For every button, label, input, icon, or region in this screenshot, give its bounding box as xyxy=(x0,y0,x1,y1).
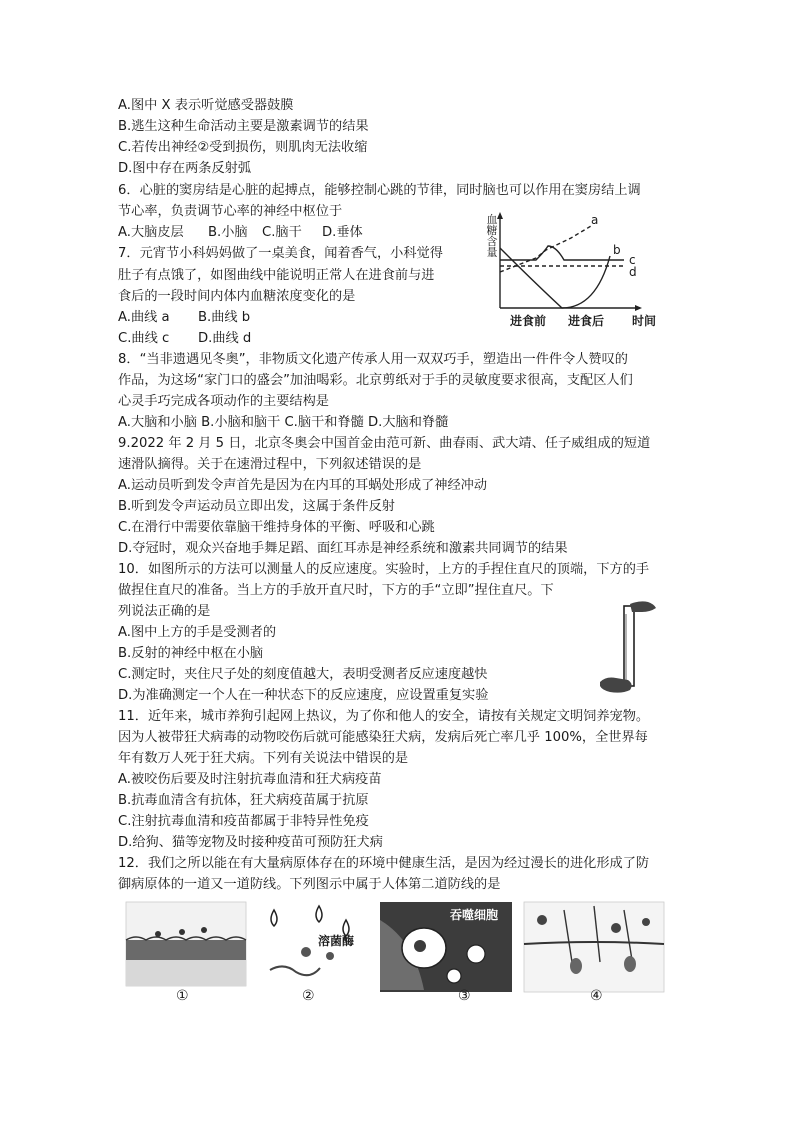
q8-stem-2: 作品，为这场“家门口的盛会”加油喝彩。北京剪纸对于手的灵敏度要求很高，支配区人们 xyxy=(118,373,633,388)
q11-stem-3: 年有数万人死于狂犬病。下列有关说法中错误的是 xyxy=(118,751,409,766)
q5-option-a: A.图中 X 表示听觉感受器鼓膜 xyxy=(118,98,294,113)
tear-drop-icon-2 xyxy=(316,906,322,922)
q6-option-b: B.小脑 xyxy=(208,225,248,240)
curve-label-a: a xyxy=(591,213,599,227)
ruler-drop-figure xyxy=(596,600,666,700)
top-hand-icon xyxy=(630,601,656,612)
q10-stem-1: 10．如图所示的方法可以测量人的反应速度。实验时，上方的手捏住直尺的顶端，下方的手 xyxy=(118,562,650,577)
ruler xyxy=(624,606,634,686)
q12-stem-2: 御病原体的一道又一道防线。下列图示中属于人体第二道防线的是 xyxy=(118,877,501,892)
q6-stem-2: 节心率，负责调节心率的神经中枢位于 xyxy=(118,204,343,219)
x-label-after-meal: 进食后 xyxy=(568,314,605,328)
curve-b xyxy=(500,248,610,308)
q10-option-d: D.为准确测定一个人在一种状态下的反应速度，应设置重复实验 xyxy=(118,688,489,703)
q11-stem-1: 11．近年来，城市养狗引起网上热议，为了你和他人的安全，请按有关规定文明饲养宠物。 xyxy=(118,709,650,724)
q9-stem-2: 速滑队摘得。关于在速滑过程中，下列叙述错误的是 xyxy=(118,457,422,472)
q11-option-a: A.被咬伤后要及时注射抗毒血清和狂犬病疫苗 xyxy=(118,772,382,787)
x-label-time: 时间 xyxy=(632,314,657,328)
panel-label-1: ① xyxy=(176,988,189,1004)
q7-option-c: C.曲线 c xyxy=(118,331,170,346)
panel-4-skin-section xyxy=(524,902,664,992)
q8-options: A.大脑和小脑 B.小脑和脑干 C.脑干和脊髓 D.大脑和脊髓 xyxy=(118,415,449,430)
x-label-before-meal: 进食前 xyxy=(510,314,547,328)
q11-option-b: B.抗毒血清含有抗体，狂犬病疫苗属于抗原 xyxy=(118,793,369,808)
q7-stem-2: 肚子有点饿了，如图曲线中能说明正常人在进食前与进 xyxy=(118,268,435,283)
q9-option-b: B.听到发令声运动员立即出发，这属于条件反射 xyxy=(118,499,395,514)
tear-drop-icon xyxy=(271,910,277,926)
defense-line-figures xyxy=(124,900,666,1008)
panel-1-skin xyxy=(126,902,246,986)
curve-label-d: d xyxy=(629,265,637,279)
q12-stem-1: 12．我们之所以能在有大量病原体存在的环境中健康生活，是因为经过漫长的进化形成了防 xyxy=(118,856,650,871)
q7-option-a: A.曲线 a xyxy=(118,310,170,325)
y-label-1: 血 xyxy=(486,213,498,226)
q10-stem-3: 列说法正确的是 xyxy=(118,604,211,619)
q10-option-c: C.测定时，夹住尺子处的刻度值越大，表明受测者反应速度越快 xyxy=(118,667,488,682)
q8-stem-1: 8．“当非遗遇见冬奥”，非物质文化遗产传承人用一双双巧手，塑造出一件件令人赞叹的 xyxy=(118,352,628,367)
q9-option-a: A.运动员听到发令声首先是因为在内耳的耳蜗处形成了神经冲动 xyxy=(118,478,488,493)
lysozyme-label: 溶菌酶 xyxy=(318,934,355,948)
x-axis-arrow xyxy=(635,305,642,311)
ruler-drop-svg xyxy=(596,600,666,700)
curve-label-c: c xyxy=(629,253,636,267)
q7-stem-1: 7．元宵节小科妈妈做了一桌美食，闻着香气，小科觉得 xyxy=(118,246,443,261)
panel-label-2: ② xyxy=(302,988,315,1004)
q6-stem-1: 6．心脏的窦房结是心脏的起搏点，能够控制心跳的节律，同时脑也可以作用在窦房结上调 xyxy=(118,183,641,198)
y-label-3: 含 xyxy=(486,235,498,248)
q9-option-c: C.在滑行中需要依靠脑干维持身体的平衡、呼吸和心跳 xyxy=(118,520,435,535)
blood-sugar-graph xyxy=(486,212,671,332)
q7-option-b: B.曲线 b xyxy=(198,310,251,325)
phagocyte-label: 吞噬细胞 xyxy=(450,908,499,922)
defense-line-svg xyxy=(124,900,666,1008)
y-label-4: 量 xyxy=(486,246,498,259)
curve-label-b: b xyxy=(613,243,621,257)
q5-option-b: B.逃生这种生命活动主要是激素调节的结果 xyxy=(118,119,369,134)
q9-stem-1: 9.2022 年 2 月 5 日，北京冬奥会中国首金由范可新、曲春雨、武大靖、任子威组成的短道 xyxy=(118,436,651,451)
q9-option-d: D.夺冠时，观众兴奋地手舞足蹈、面红耳赤是神经系统和激素共同调节的结果 xyxy=(118,541,568,556)
q7-option-d: D.曲线 d xyxy=(198,331,252,346)
q10-stem-2: 做捏住直尺的准备。当上方的手放开直尺时，下方的手“立即”捏住直尺。下 xyxy=(118,583,554,598)
curve-c xyxy=(500,246,624,260)
q8-stem-3: 心灵手巧完成各项动作的主要结构是 xyxy=(118,394,329,409)
q11-option-d: D.给狗、猫等宠物及时接种疫苗可预防狂犬病 xyxy=(118,835,383,850)
q7-stem-3: 食后的一段时间内体内血糖浓度变化的是 xyxy=(118,289,356,304)
q11-stem-2: 因为人被带狂犬病毒的动物咬伤后就可能感染狂犬病，发病后死亡率几乎 100%，全世界每 xyxy=(118,730,648,745)
q10-option-a: A.图中上方的手是受测者的 xyxy=(118,625,277,640)
y-label-2: 糖 xyxy=(486,224,498,237)
q6-option-d: D.垂体 xyxy=(322,225,363,240)
q5-option-d: D.图中存在两条反射弧 xyxy=(118,161,252,176)
q11-option-c: C.注射抗毒血清和疫苗都属于非特异性免疫 xyxy=(118,814,369,829)
q5-option-c: C.若传出神经②受到损伤，则肌肉无法收缩 xyxy=(118,140,368,155)
q10-option-b: B.反射的神经中枢在小脑 xyxy=(118,646,264,661)
q6-option-a: A.大脑皮层 xyxy=(118,225,184,240)
panel-label-4: ④ xyxy=(590,988,603,1004)
panel-label-3: ③ xyxy=(458,988,471,1004)
q6-option-c: C.脑干 xyxy=(262,225,302,240)
